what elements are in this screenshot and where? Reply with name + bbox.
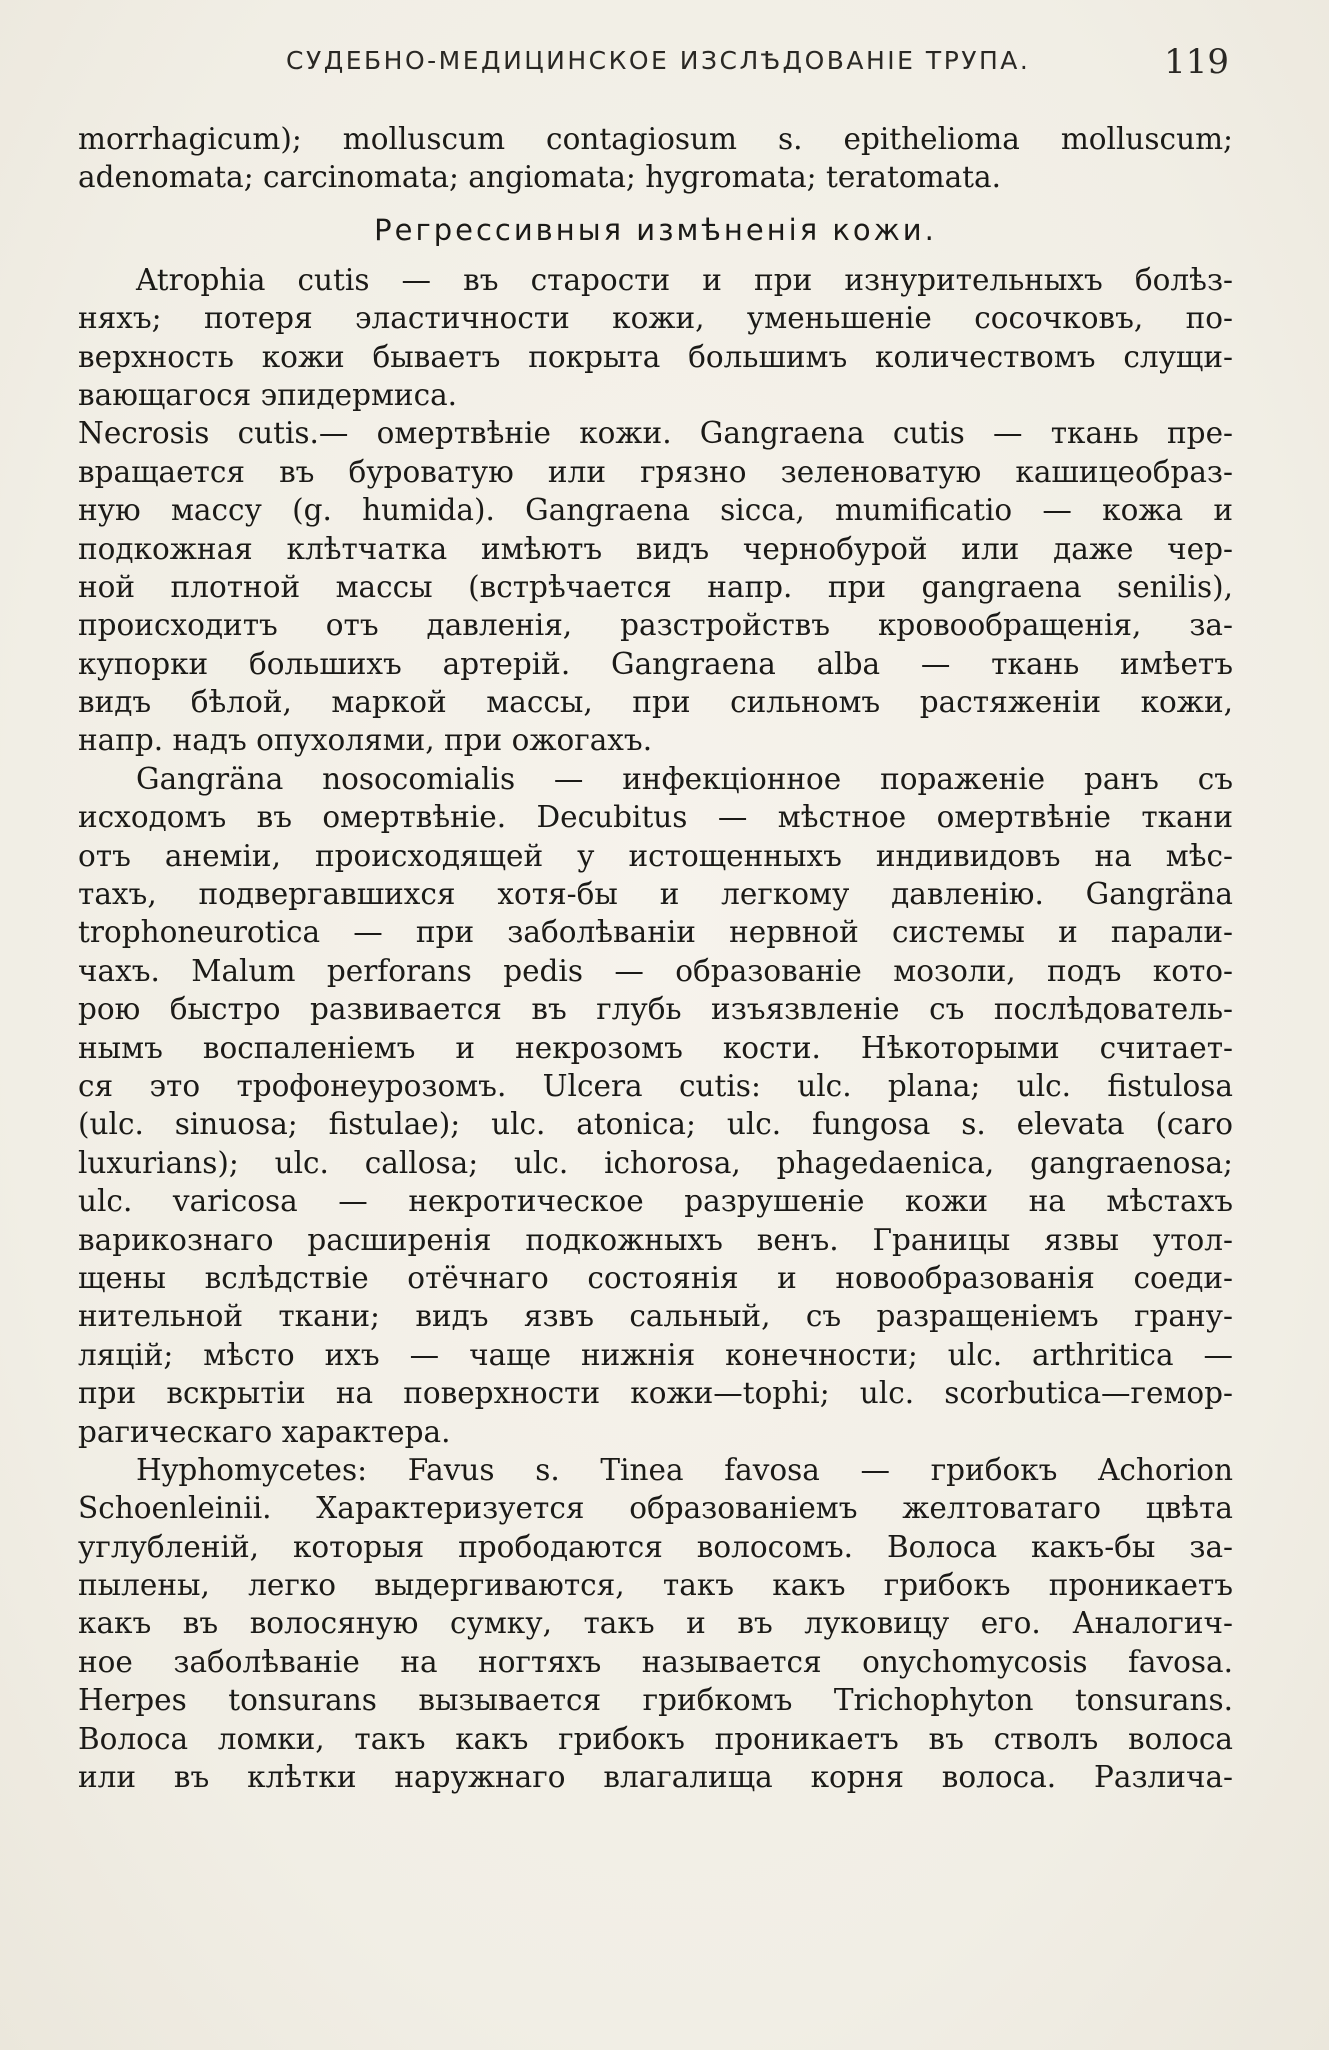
text-line: напр. надъ опухолями, при ожогахъ. [78, 723, 653, 758]
text-line: рагическаго характера. [78, 1414, 451, 1449]
text-line: рою быстро развивается въ глубь изъязвленіе съ послѣдователь- [78, 992, 1233, 1027]
body-text [78, 120, 1233, 1796]
text-line: ся это трофонеурозомъ. Ulcera cutis: ulc. plana; ulc. fistulosa [78, 1068, 1233, 1103]
text-line: няхъ; потеря эластичности кожи, уменьшеніе сосочковъ, по- [78, 301, 1233, 336]
text-line: ное заболѣваніе на ногтяхъ называется onychomycosis favosa. [78, 1644, 1233, 1679]
text-line: тахъ, подвергавшихся хотя-бы и легкому давленію. Gangräna [78, 877, 1233, 912]
text-line: Herpes tonsurans вызывается грибкомъ Trichophyton tonsurans. [78, 1683, 1233, 1718]
text-line: Hyphomycetes: Favus s. Tinea favosa — грибокъ Achorion [136, 1452, 1233, 1487]
text-line: ную массу (g. humida). Gangraena sicca, mumificatio — кожа и [78, 493, 1233, 528]
running-head: СУДЕБНО-МЕДИЦИНСКОЕ ИЗСЛѢДОВАНІЕ ТРУПА. [286, 46, 1031, 75]
text-line: ляцій; мѣсто ихъ — чаще нижнія конечности; ulc. arthritica — [78, 1337, 1233, 1372]
text-line: варикознаго расширенія подкожныхъ венъ. Границы язвы утол- [78, 1222, 1233, 1257]
text-line: углубленій, которыя прободаются волосомъ. Волоса какъ-бы за- [78, 1529, 1233, 1564]
text-line: adenomata; carcinomata; angiomata; hygromata; teratomata. [78, 160, 1001, 195]
page-header [78, 42, 1233, 86]
text-line: trophoneurotica — при заболѣваніи нервной системы и парали- [78, 915, 1233, 950]
text-line: Atrophia cutis — въ старости и при изнурительныхъ болѣз- [136, 262, 1233, 297]
text-line: чахъ. Malum perforans pedis — образованіе мозоли, подъ кото- [78, 953, 1233, 988]
text-line: ной плотной массы (встрѣчается напр. при gangraena senilis), [78, 569, 1233, 604]
text-line: (ulc. sinuosa; fistulae); ulc. atonica; ulc. fungosa s. elevata (caro [78, 1107, 1233, 1142]
text-line: подкожная клѣтчатка имѣютъ видъ чернобурой или даже чер- [78, 531, 1233, 566]
text-line: или въ клѣтки наружнаго влагалища корня волоса. Различа- [78, 1760, 1233, 1795]
text-line: происходитъ отъ давленія, разстройствъ кровообращенія, за- [78, 608, 1233, 643]
text-line: купорки большихъ артерій. Gangraena alba — ткань имѣетъ [78, 646, 1233, 681]
text-line: исходомъ въ омертвѣніе. Decubitus — мѣстное омертвѣніе ткани [78, 800, 1233, 835]
text-line: пылены, легко выдергиваются, такъ какъ грибокъ проникаетъ [78, 1568, 1233, 1603]
text-line: Gangräna nosocomialis — инфекціонное пораженіе ранъ съ [136, 761, 1233, 796]
text-line: Schoenleinii. Характеризуется образованіемъ желтоватаго цвѣта [78, 1491, 1233, 1526]
text-line: верхность кожи бываетъ покрыта большимъ количествомъ слущи- [78, 339, 1233, 374]
text-line: Волоса ломки, такъ какъ грибокъ проникаетъ въ стволъ волоса [78, 1721, 1233, 1756]
text-line: вращается въ буроватую или грязно зеленоватую кашицеобраз- [78, 454, 1233, 489]
text-line: видъ бѣлой, маркой массы, при сильномъ растяженіи кожи, [78, 685, 1233, 720]
paragraph-gangrana [78, 760, 1233, 1451]
text-line: luxurians); ulc. callosa; ulc. ichorosa, phagedaenica, gangraenosa; [78, 1145, 1233, 1180]
text-line: вающагося эпидермиса. [78, 377, 458, 412]
text-line: при вскрытіи на поверхности кожи—tophi; ulc. scorbutica—гемор- [78, 1376, 1233, 1411]
text-line: какъ въ волосяную сумку, такъ и въ луковицу его. Аналогич- [78, 1606, 1233, 1641]
section-heading: Регрессивныя измѣненія кожи. [374, 212, 937, 247]
paragraph-atrophia [78, 261, 1233, 415]
text-line: ulc. varicosa — некротическое разрушеніе кожи на мѣстахъ [78, 1184, 1233, 1219]
text-line: нымъ воспаленіемъ и некрозомъ кости. Нѣкоторыми считает- [78, 1030, 1233, 1065]
paragraph-hyphomycetes [78, 1451, 1233, 1797]
text-line: отъ анеміи, происходящей у истощенныхъ индивидовъ на мѣс- [78, 838, 1233, 873]
paragraph-necrosis [78, 414, 1233, 760]
text-line: щены вслѣдствіе отёчнаго состоянія и новообразованія соеди- [78, 1260, 1233, 1295]
page-number: 119 [1164, 42, 1229, 82]
text-line: Necrosis cutis.— омертвѣніе кожи. Gangraena cutis — ткань пре- [78, 416, 1233, 451]
text-line: нительной ткани; видъ язвъ сальный, съ разращеніемъ грану- [78, 1299, 1233, 1334]
intro-paragraph [78, 120, 1233, 197]
text-line: morrhagicum); molluscum contagiosum s. epithelioma molluscum; [78, 122, 1233, 156]
